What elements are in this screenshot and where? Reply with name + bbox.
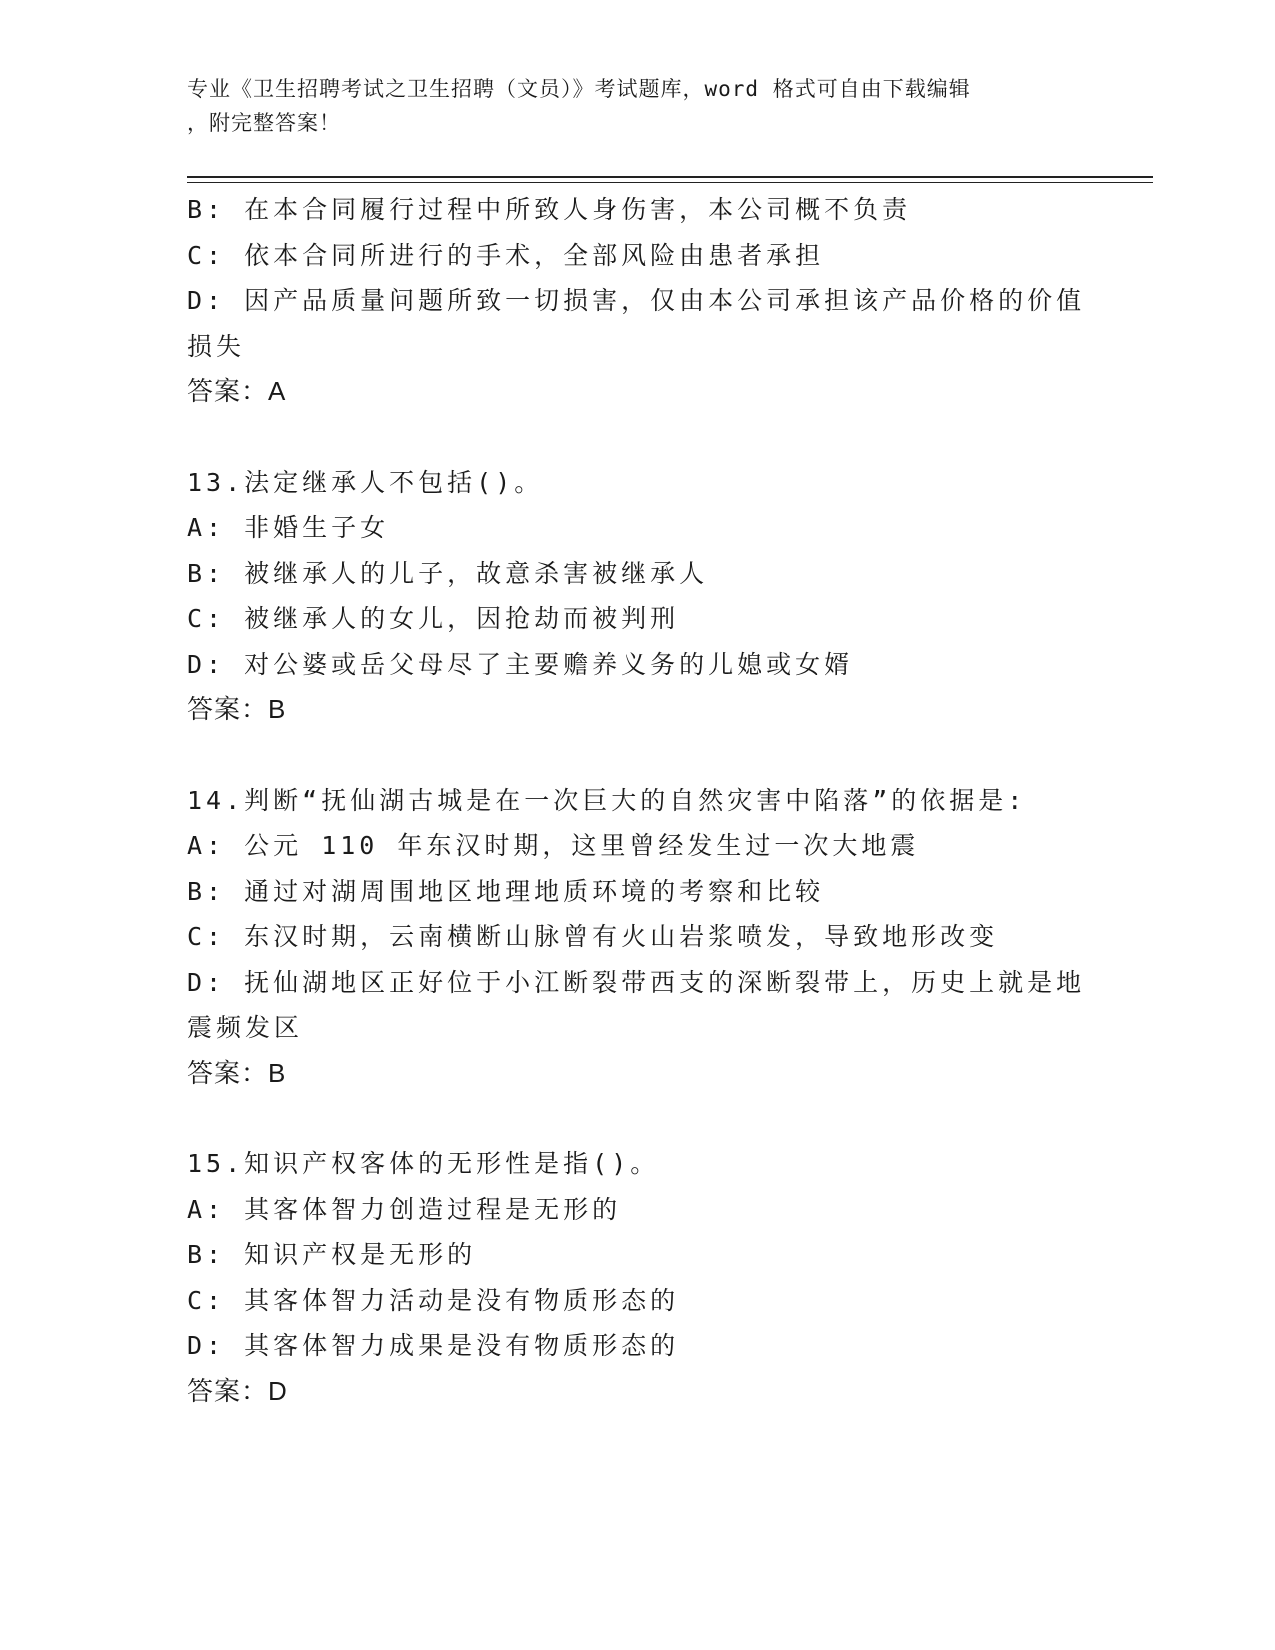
- answer-line: 答案：D: [187, 1375, 288, 1406]
- question-stem: 15.知识产权客体的无形性是指()。: [187, 1149, 660, 1178]
- option-c: C: 东汉时期，云南横断山脉曾有火山岩浆喷发，导致地形改变: [187, 922, 999, 951]
- question-stem: 13.法定继承人不包括()。: [187, 467, 544, 497]
- header-divider-thin: [187, 182, 1153, 183]
- header-title-line-2: ，附完整答案！: [187, 111, 341, 135]
- question-content: [187, 187, 1087, 1414]
- option-b: B: 知识产权是无形的: [187, 1240, 477, 1269]
- option-d: D: 因产品质量问题所致一切损害，仅由本公司承担该产品价格的价值: [187, 286, 1086, 315]
- option-d: D: 对公婆或岳父母尽了主要赡养义务的儿媳或女婿: [187, 649, 854, 679]
- answer-line: 答案：B: [187, 1057, 287, 1088]
- option-b: B: 在本合同履行过程中所致人身伤害，本公司概不负责: [187, 195, 912, 224]
- question-stem: 14.判断“抚仙湖古城是在一次巨大的自然灾害中陷落”的依据是:: [187, 785, 1027, 815]
- option-c: C: 被继承人的女儿，因抢劫而被判刑: [187, 604, 680, 633]
- answer-line: 答案：A: [187, 376, 287, 406]
- option-d: D: 其客体智力成果是没有物质形态的: [187, 1331, 680, 1360]
- option-c: C: 其客体智力活动是没有物质形态的: [187, 1285, 680, 1315]
- option-d-continued: 损失: [187, 331, 246, 361]
- option-b: B: 通过对湖周围地区地理地质环境的考察和比较: [187, 876, 825, 906]
- document-header: [187, 72, 1067, 140]
- option-d-continued: 震频发区: [187, 1013, 304, 1042]
- option-a: A: 非婚生子女: [187, 513, 390, 542]
- question-13: [187, 460, 1087, 733]
- question-fragment: [187, 187, 1087, 415]
- question-14: [187, 778, 1087, 1097]
- question-15: [187, 1141, 1087, 1414]
- answer-line: 答案：B: [187, 694, 287, 724]
- option-b: B: 被继承人的儿子，故意杀害被继承人: [187, 558, 709, 588]
- option-d: D: 抚仙湖地区正好位于小江断裂带西支的深断裂带上，历史上就是地: [187, 967, 1086, 997]
- option-a: A: 其客体智力创造过程是无形的: [187, 1194, 622, 1224]
- option-c: C: 依本合同所进行的手术，全部风险由患者承担: [187, 240, 825, 270]
- header-divider-thick: [187, 176, 1153, 178]
- option-a: A: 公元 110 年东汉时期，这里曾经发生过一次大地震: [187, 831, 920, 860]
- header-title-line-1: 专业《卫生招聘考试之卫生招聘（文员）》考试题库，word 格式可自由下载编辑: [187, 77, 971, 101]
